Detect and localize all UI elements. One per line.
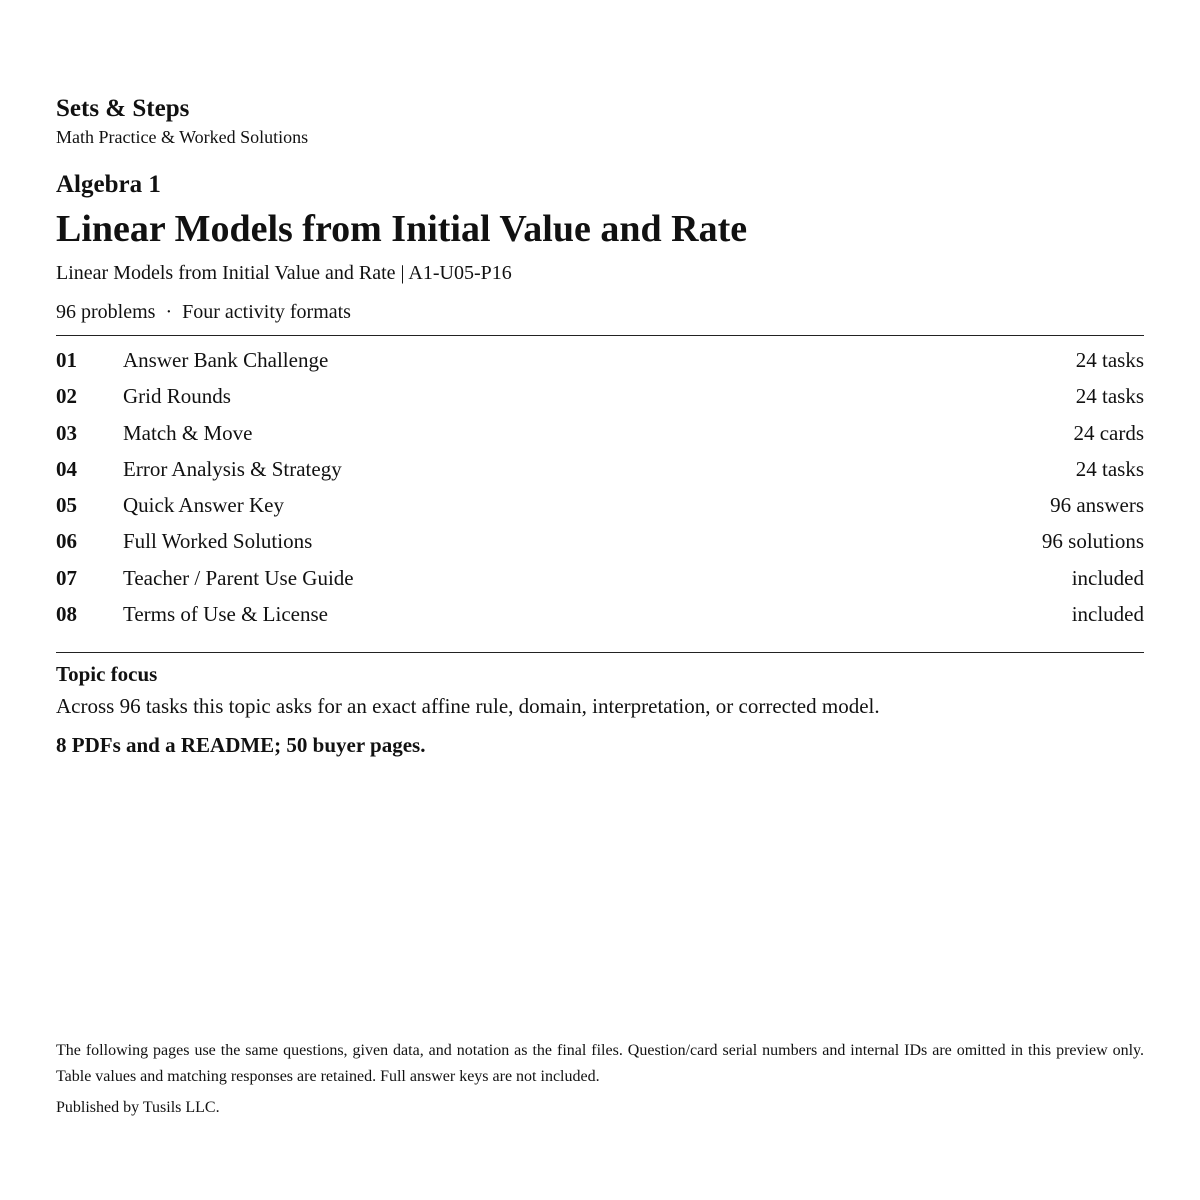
contents-item: [56, 378, 1144, 414]
contents-item-label: Grid Rounds: [123, 384, 231, 409]
contents-item-number: 02: [56, 384, 77, 409]
contents-item-number: 06: [56, 529, 77, 554]
page-title: Linear Models from Initial Value and Rate: [56, 208, 748, 250]
contents-item: [56, 523, 1144, 559]
format-count: Four activity formats: [182, 301, 351, 323]
contents-item-label: Match & Move: [123, 420, 253, 445]
topic-focus-text: Across 96 tasks this topic asks for an exact affine rule, domain, interpretation, or corrected model.: [56, 694, 880, 718]
contents-item-label: Quick Answer Key: [123, 493, 284, 518]
contents-item-number: 01: [56, 348, 77, 372]
divider-top: [56, 335, 1144, 336]
contents-item-count: 96 answers: [1050, 493, 1144, 518]
contents-item-label: Full Worked Solutions: [123, 529, 313, 554]
meta-separator: ·: [165, 301, 173, 323]
contents-item-count: 96 solutions: [1041, 529, 1144, 554]
contents-item-count: 24 tasks: [1075, 348, 1144, 372]
contents-item-number: 04: [56, 456, 77, 481]
problem-count: 96 problems: [56, 301, 156, 323]
course-name: Algebra 1: [56, 171, 161, 198]
contents-item: [56, 451, 1144, 487]
publisher-credit: Published by Tusils LLC.: [56, 1099, 220, 1116]
contents-item-label: Answer Bank Challenge: [123, 348, 329, 372]
contents-item: [56, 596, 1144, 632]
brand-tagline: Math Practice & Worked Solutions: [56, 127, 309, 147]
product-meta: [56, 300, 351, 324]
brand-name: Sets & Steps: [56, 95, 190, 122]
contents-item-label: Terms of Use & License: [123, 602, 328, 627]
contents-item-number: 08: [56, 602, 77, 627]
page-subtitle: Linear Models from Initial Value and Rate | A1-U05-P16: [56, 262, 512, 284]
contents-item-number: 05: [56, 493, 77, 518]
contents-item-count: 24 tasks: [1075, 456, 1144, 481]
preview-page: [56, 0, 1144, 1200]
contents-item-label: Teacher / Parent Use Guide: [123, 565, 354, 590]
contents-item-count: 24 cards: [1073, 420, 1144, 445]
contents-item: [56, 560, 1144, 596]
contents-item-number: 03: [56, 420, 77, 445]
contents-item-count: 24 tasks: [1075, 384, 1144, 409]
contents-item-number: 07: [56, 565, 77, 590]
contents-item: [56, 415, 1144, 451]
contents-item-count: included: [1071, 565, 1144, 590]
contents-item: [56, 487, 1144, 523]
contents-item: [56, 342, 1144, 378]
contents-list: [56, 342, 1144, 632]
divider-bottom: [56, 652, 1144, 653]
contents-item-count: included: [1071, 602, 1144, 627]
package-summary: 8 PDFs and a README; 50 buyer pages.: [56, 733, 426, 757]
preview-disclaimer: The following pages use the same questions, given data, and notation as the final files. Question/card serial numbers and internal IDs are omitted in this preview only. Table values and matching responses are retained. Full answer keys are not included.: [56, 1042, 1144, 1085]
contents-item-label: Error Analysis & Strategy: [123, 456, 342, 481]
topic-focus-heading: Topic focus: [56, 662, 158, 686]
